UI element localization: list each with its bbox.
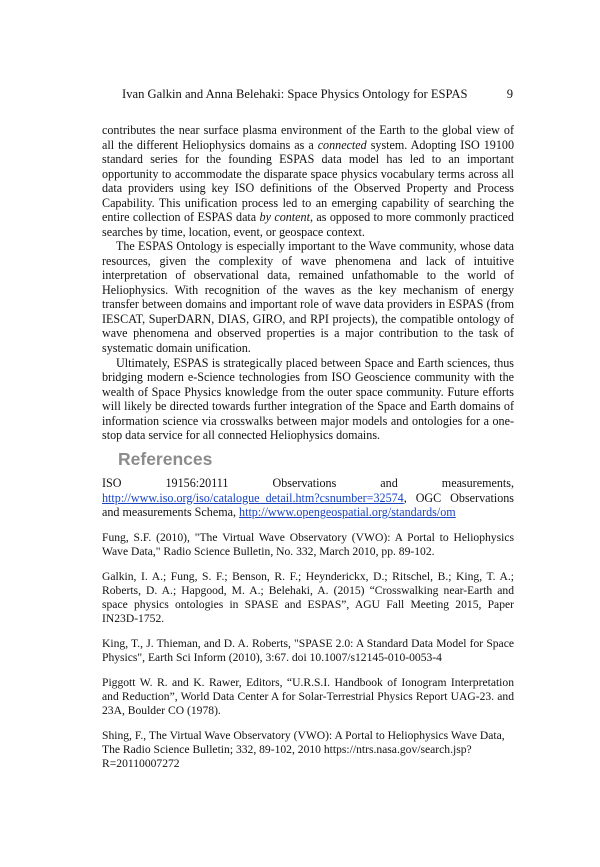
- reference-1: [102, 476, 514, 520]
- reference-5: Piggott W. R. and K. Rawer, Editors, “U.R.S.I. Handbook of Ionogram Interpretation and Reduction”, World Data Center A for Solar-Terrestrial Physics Report UAG-23. and 23A, Boulder CO (1978).: [102, 675, 514, 717]
- body-text: [102, 123, 514, 443]
- reference-2: Fung, S.F. (2010), "The Virtual Wave Observatory (VWO): A Portal to Heliophysics Wave Data," Radio Science Bulletin, No. 332, March 2010, pp. 89-102.: [102, 530, 514, 558]
- running-header-title: Ivan Galkin and Anna Belehaki: Space Physics Ontology for ESPAS: [122, 87, 468, 101]
- paragraph-1-text-c: system. Adopting ISO 19100 standard series for the founding ESPAS data model has led to an important opportunity to accommodate the disparate space physics vocabulary terms across all data providers using key ISO definitions of the Observed Property and Process Capability. This unification process led to an emerging capability of searching the entire collection of ESPAS data: [102, 137, 514, 224]
- iso-catalogue-link[interactable]: http://www.iso.org/iso/catalogue_detail.htm?csnumber=32574: [102, 490, 404, 505]
- paragraph-3: Ultimately, ESPAS is strategically placed between Space and Earth sciences, thus bridging modern e-Science technologies from ISO Geoscience community with the wealth of Space Physics knowledge from the outer space community. Future efforts will likely be directed towards further integration of the Space and Earth domains of information science via crosswalks between major models and ontologies for a one-stop data service for all connected Heliophysics domains.: [102, 355, 514, 443]
- paragraph-1-text-e: , as opposed to more commonly practiced searches by time, location, event, or geospace context.: [102, 210, 514, 239]
- reference-1-text-a: ISO 19156:20111 Observations and measurements,: [102, 476, 514, 490]
- paragraph-2: The ESPAS Ontology is especially important to the Wave community, whose data resources, given the complexity of wave phenomena and lack of intuitive interpretation of observational data, remained unfathomable to the world of Heliophysics. With recognition of the waves as the key mechanism of energy transfer between domains and important role of wave data providers in ESPAS (from IESCAT, SuperDARN, DIAS, GIRO, and RPI projects), the compatible ontology of wave phenomena and observed properties is a major contribution to the task of systematic domain unification.: [102, 239, 514, 355]
- page-number: 9: [506, 87, 513, 101]
- reference-3: Galkin, I. A.; Fung, S. F.; Benson, R. F.; Heynderickx, D.; Ritschel, B.; King, T. A.; Roberts, D. A.; Hapgood, M. A.; Belehaki, A. (2015) “Crosswalking near-Earth and space physics ontologies in SPASE and ESPAS”, AGU Fall Meeting 2015, Paper IN23D-1752.: [102, 569, 514, 625]
- emphasis-by-content: by content: [259, 210, 310, 224]
- paragraph-1: [102, 123, 514, 239]
- ogc-standards-link[interactable]: http://www.opengeospatial.org/standards/om: [239, 505, 456, 519]
- emphasis-connected: connected: [317, 137, 367, 152]
- reference-6: Shing, F., The Virtual Wave Observatory (VWO): A Portal to Heliophysics Wave Data, The Radio Science Bulletin; 332, 89-102, 2010 https://ntrs.nasa.gov/search.jsp?R=20110007272: [102, 728, 505, 770]
- references-list: [102, 476, 514, 782]
- reference-4: King, T., J. Thieman, and D. A. Roberts, "SPASE 2.0: A Standard Data Model for Space Physics", Earth Sci Inform (2010), 3:67. doi 10.1007/s12145-010-0053-4: [102, 636, 514, 664]
- reference-1-text-b: , OGC Observations and measurements Schema,: [102, 490, 514, 519]
- paragraph-1-text-a: contributes the near surface plasma environment of the Earth to the global view of all the different Heliophysics domains as a: [102, 123, 514, 152]
- references-heading: References: [118, 449, 213, 469]
